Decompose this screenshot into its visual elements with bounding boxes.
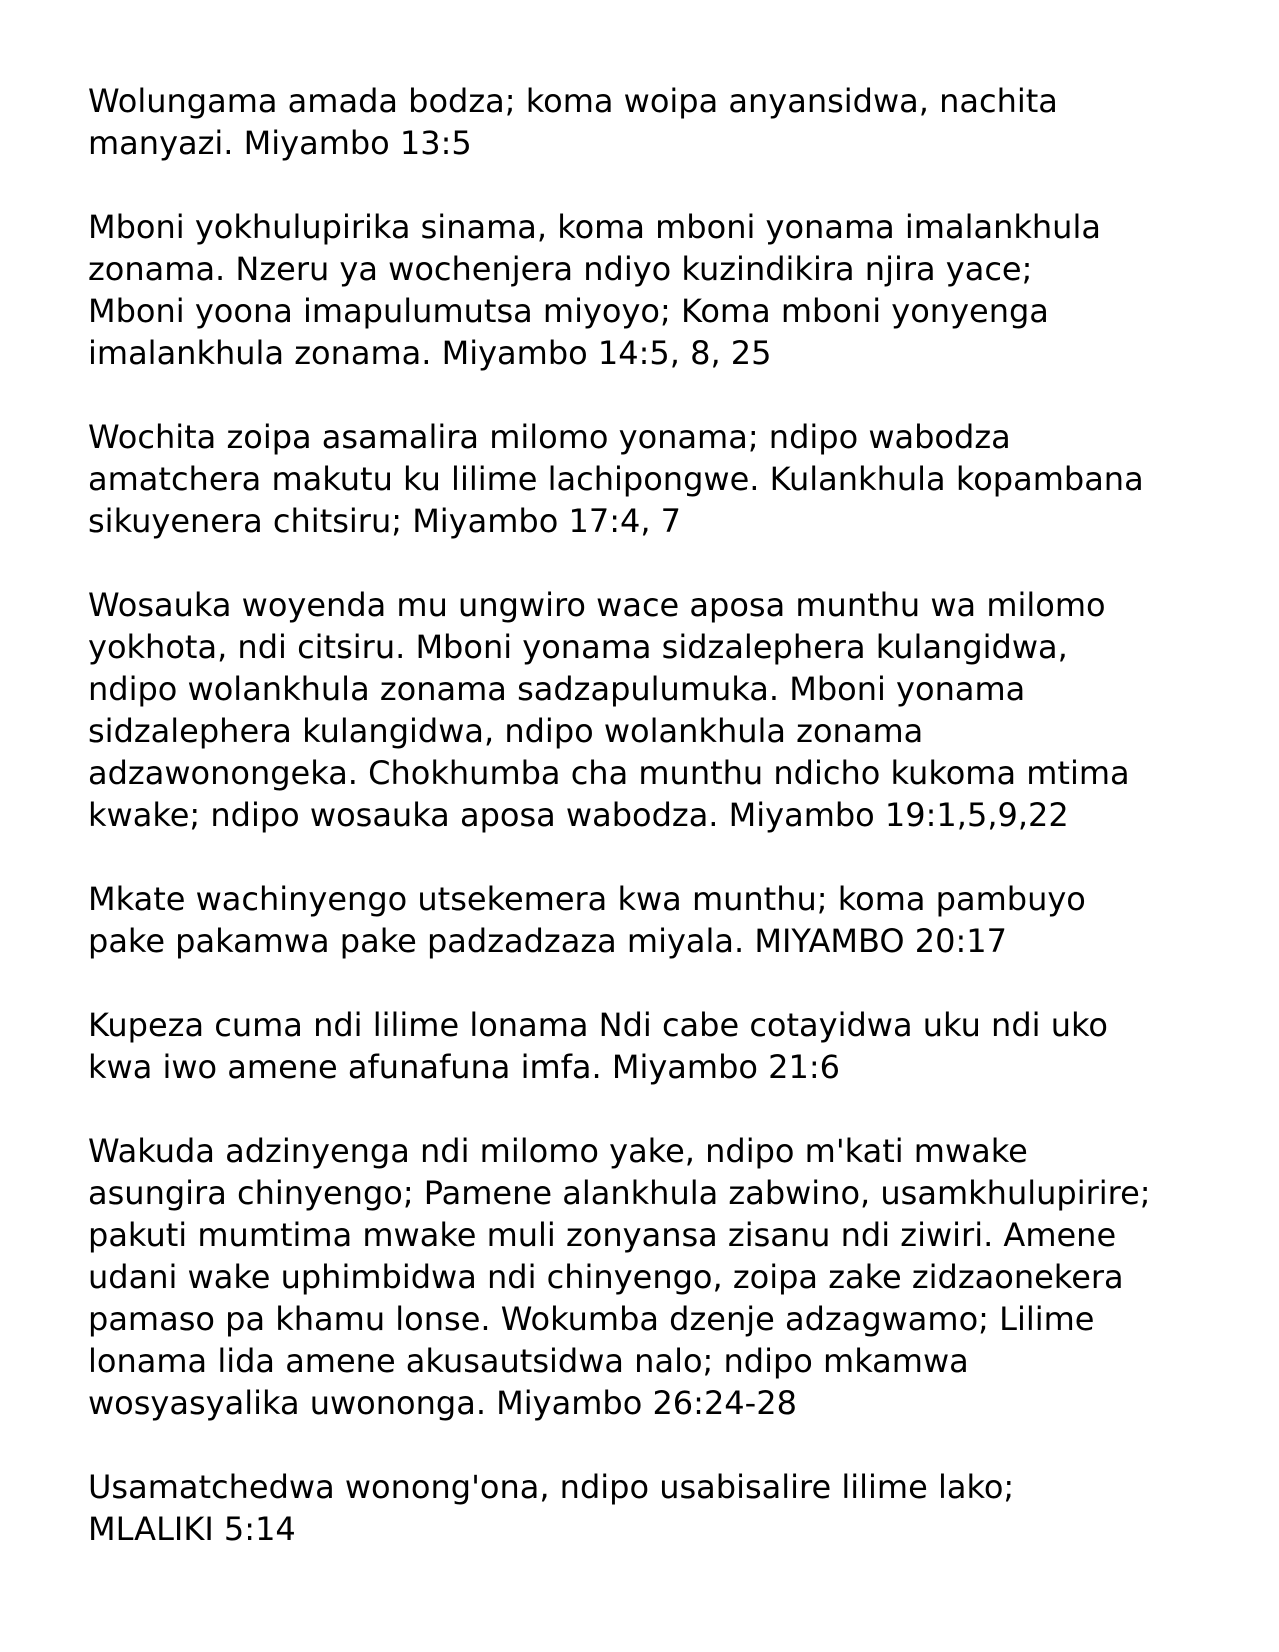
text-line: manyazi. Miyambo 13:5 [88,124,472,162]
text-line: Mboni yokhulupirika sinama, koma mboni yonama imalankhula [88,208,1101,246]
text-line: pamaso pa khamu lonse. Wokumba dzenje adzagwamo; Lilime [88,1300,1095,1338]
text-line: pake pakamwa pake padzadzaza miyala. MIYAMBO 20:17 [88,922,1007,960]
paragraph-proverbs-20-17 [88,878,1218,962]
text-line: lonama lida amene akusautsidwa nalo; ndipo mkamwa [88,1342,969,1380]
text-line: wosyasyalika uwononga. Miyambo 26:24-28 [88,1384,797,1422]
paragraph-proverbs-26 [88,1130,1218,1424]
text-line: amatchera makutu ku lilime lachipongwe. Kulankhula kopambana [88,460,1144,498]
paragraph-proverbs-19 [88,584,1218,836]
text-line: zonama. Nzeru ya wochenjera ndiyo kuzindikira njira yace; [88,250,1033,288]
paragraph-proverbs-14 [88,206,1218,374]
text-line: Kupeza cuma ndi lilime lonama Ndi cabe cotayidwa uku ndi uko [88,1006,1108,1044]
text-line: imalankhula zonama. Miyambo 14:5, 8, 25 [88,334,772,372]
text-line: ndipo wolankhula zonama sadzapulumuka. Mboni yonama [88,670,1026,708]
text-line: Mboni yoona imapulumutsa miyoyo; Koma mboni yonyenga [88,292,1049,330]
paragraph-proverbs-13-5 [88,80,1218,164]
text-line: pakuti mumtima mwake muli zonyansa zisanu ndi ziwiri. Amene [88,1216,1117,1254]
paragraph-proverbs-17 [88,416,1218,542]
text-line: Wakuda adzinyenga ndi milomo yake, ndipo m'kati mwake [88,1132,1028,1170]
text-line: Wosauka woyenda mu ungwiro wace aposa munthu wa milomo [88,586,1106,624]
text-line: Usamatchedwa wonong'ona, ndipo usabisalire lilime lako; [88,1468,1015,1506]
paragraph-ecclesiastes-5-14 [88,1466,1218,1550]
text-line: kwa iwo amene afunafuna imfa. Miyambo 21:6 [88,1048,840,1086]
paragraph-proverbs-21-6 [88,1004,1218,1088]
text-line: sidzalephera kulangidwa, ndipo wolankhula zonama [88,712,924,750]
text-line: Wochita zoipa asamalira milomo yonama; ndipo wabodza [88,418,1011,456]
text-line: asungira chinyengo; Pamene alankhula zabwino, usamkhulupirire; [88,1174,1151,1212]
text-line: Mkate wachinyengo utsekemera kwa munthu; koma pambuyo [88,880,1086,918]
text-line: udani wake uphimbidwa ndi chinyengo, zoipa zake zidzaonekera [88,1258,1124,1296]
text-line: adzawonongeka. Chokhumba cha munthu ndicho kukoma mtima [88,754,1130,792]
text-line: Wolungama amada bodza; koma woipa anyansidwa, nachita [88,82,1058,120]
text-line: MLALIKI 5:14 [88,1510,296,1548]
text-line: yokhota, ndi citsiru. Mboni yonama sidzalephera kulangidwa, [88,628,1068,666]
text-line: sikuyenera chitsiru; Miyambo 17:4, 7 [88,502,682,540]
document-page [88,80,1218,1550]
text-line: kwake; ndipo wosauka aposa wabodza. Miyambo 19:1,5,9,22 [88,796,1069,834]
